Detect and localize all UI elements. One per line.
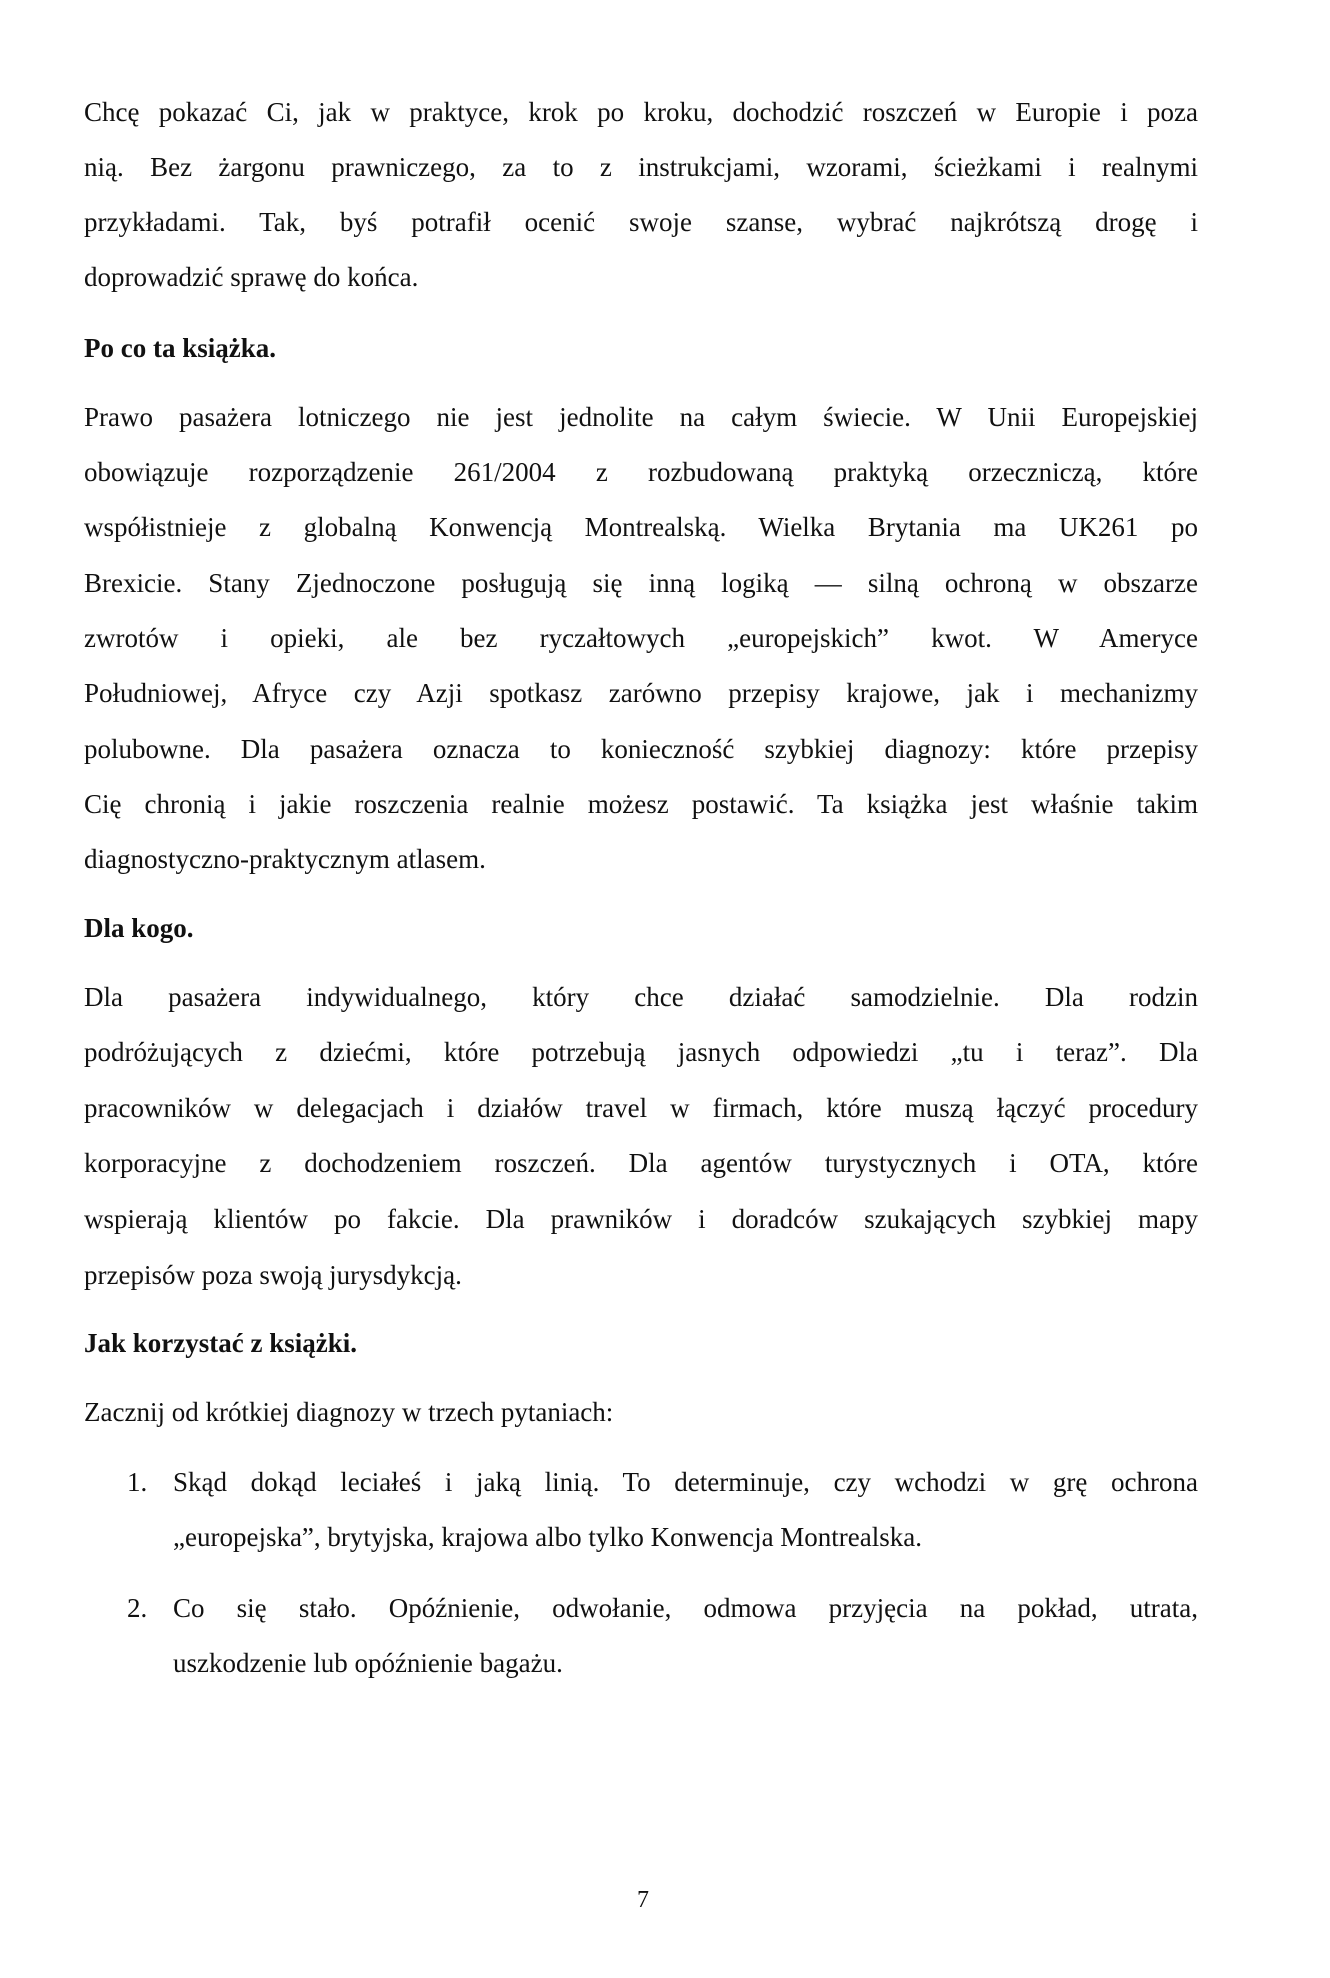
section-heading-audience: Dla kogo.	[84, 913, 194, 943]
text-line: podróżujących z dziećmi, które potrzebują jasnych odpowiedzi „tu i teraz”. Dla	[84, 1037, 1198, 1067]
section-heading-purpose: Po co ta książka.	[84, 333, 276, 363]
text-line: przepisów poza swoją jurysdykcją.	[84, 1260, 462, 1290]
text-line: wspierają klientów po fakcie. Dla prawników i doradców szukających szybkiej mapy	[84, 1204, 1198, 1234]
text-line: nią. Bez żargonu prawniczego, za to z instrukcjami, wzorami, ścieżkami i realnymi	[84, 152, 1198, 182]
text-line: obowiązuje rozporządzenie 261/2004 z rozbudowaną praktyką orzeczniczą, które	[84, 457, 1198, 487]
list-item-number: 1.	[127, 1467, 148, 1497]
list-item-line: Skąd dokąd leciałeś i jaką linią. To determinuje, czy wchodzi w grę ochrona	[173, 1467, 1198, 1497]
text-line: Południowej, Afryce czy Azji spotkasz zarówno przepisy krajowe, jak i mechanizmy	[84, 678, 1198, 708]
text-line: Cię chronią i jakie roszczenia realnie możesz postawić. Ta książka jest właśnie takim	[84, 789, 1198, 819]
text-line: diagnostyczno-praktycznym atlasem.	[84, 844, 486, 874]
page-number: 7	[637, 1887, 649, 1913]
text-line: polubowne. Dla pasażera oznacza to konieczność szybkiej diagnozy: które przepisy	[84, 734, 1198, 764]
text-line: Brexicie. Stany Zjednoczone posługują się inną logiką — silną ochroną w obszarze	[84, 568, 1198, 598]
text-line: korporacyjne z dochodzeniem roszczeń. Dla agentów turystycznych i OTA, które	[84, 1148, 1198, 1178]
text-line: doprowadzić sprawę do końca.	[84, 262, 419, 292]
section-heading-usage: Jak korzystać z książki.	[84, 1328, 357, 1358]
text-line: Prawo pasażera lotniczego nie jest jednolite na całym świecie. W Unii Europejskiej	[84, 402, 1198, 432]
text-line: Chcę pokazać Ci, jak w praktyce, krok po kroku, dochodzić roszczeń w Europie i poza	[84, 97, 1198, 127]
text-line: zwrotów i opieki, ale bez ryczałtowych „europejskich” kwot. W Ameryce	[84, 623, 1198, 653]
list-item-number: 2.	[127, 1593, 148, 1623]
list-item-line: „europejska”, brytyjska, krajowa albo tylko Konwencja Montrealska.	[173, 1522, 923, 1552]
text-line: pracowników w delegacjach i działów travel w firmach, które muszą łączyć procedury	[84, 1093, 1198, 1123]
text-line: przykładami. Tak, byś potrafił ocenić swoje szanse, wybrać najkrótszą drogę i	[84, 207, 1198, 237]
text-line: Dla pasażera indywidualnego, który chce działać samodzielnie. Dla rodzin	[84, 982, 1198, 1012]
list-item-line: Co się stało. Opóźnienie, odwołanie, odmowa przyjęcia na pokład, utrata,	[173, 1593, 1198, 1623]
text-line: współistnieje z globalną Konwencją Montrealską. Wielka Brytania ma UK261 po	[84, 512, 1198, 542]
list-item-line: uszkodzenie lub opóźnienie bagażu.	[173, 1648, 563, 1678]
usage-intro: Zacznij od krótkiej diagnozy w trzech pytaniach:	[84, 1397, 614, 1427]
